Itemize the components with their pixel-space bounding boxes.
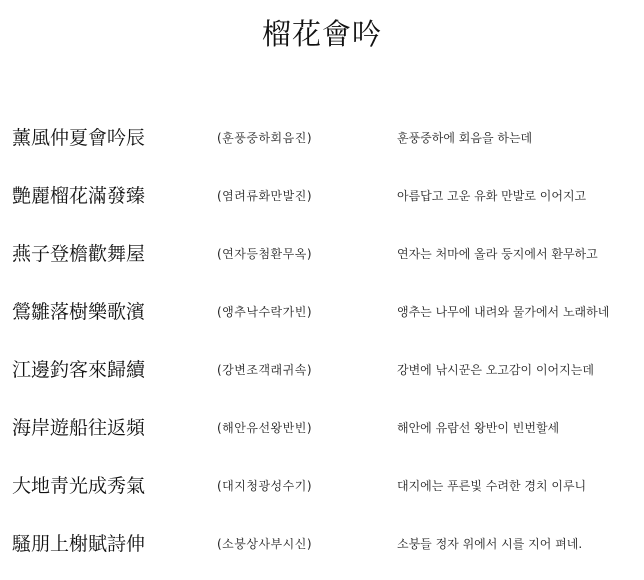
korean-reading: (훈풍중하회음진)	[217, 131, 313, 145]
korean-reading: (염려류화만발진)	[217, 189, 313, 203]
korean-translation: 연자는 처마에 올라 둥지에서 환무하고	[397, 247, 598, 261]
korean-translation: 아름답고 고운 유화 만발로 이어지고	[397, 189, 587, 203]
korean-reading: (앵추낙수락가빈)	[217, 305, 313, 319]
poem-line	[0, 406, 644, 464]
poem-title: 榴花會吟	[261, 17, 382, 51]
poem-line	[0, 348, 644, 406]
korean-reading: (강변조객래귀속)	[217, 363, 313, 377]
hanja-text: 騷朋上榭賦詩伸	[12, 533, 146, 555]
hanja-text: 江邊釣客來歸續	[12, 359, 146, 381]
hanja-text: 大地靑光成秀氣	[12, 475, 146, 497]
korean-translation: 앵추는 나무에 내려와 물가에서 노래하네	[397, 305, 610, 319]
poem-line	[0, 290, 644, 348]
korean-translation: 대지에는 푸른빛 수려한 경치 이루니	[397, 479, 587, 493]
poem-line	[0, 522, 644, 580]
korean-translation: 훈풍중하에 회음을 하는데	[397, 131, 533, 145]
hanja-text: 鶯雛落樹樂歌濱	[12, 301, 146, 323]
korean-translation: 소붕들 정자 위에서 시를 지어 펴네.	[397, 537, 583, 551]
korean-reading: (해안유선왕반빈)	[217, 421, 313, 435]
hanja-text: 薰風仲夏會吟辰	[12, 127, 146, 149]
korean-translation: 강변에 낚시꾼은 오고감이 이어지는데	[397, 363, 594, 377]
poem-body	[0, 116, 644, 580]
hanja-text: 海岸遊船往返頻	[12, 417, 146, 439]
poem-line	[0, 232, 644, 290]
hanja-text: 燕子登檐歡舞屋	[12, 243, 146, 265]
korean-translation: 해안에 유람선 왕반이 빈번할세	[397, 421, 560, 435]
korean-reading: (연자등첨환무옥)	[217, 247, 313, 261]
korean-reading: (대지청광성수기)	[217, 479, 313, 493]
poem-line	[0, 464, 644, 522]
hanja-text: 艶麗榴花滿發臻	[12, 185, 146, 207]
korean-reading: (소붕상사부시신)	[217, 537, 313, 551]
poem-line	[0, 174, 644, 232]
poem-line	[0, 116, 644, 174]
